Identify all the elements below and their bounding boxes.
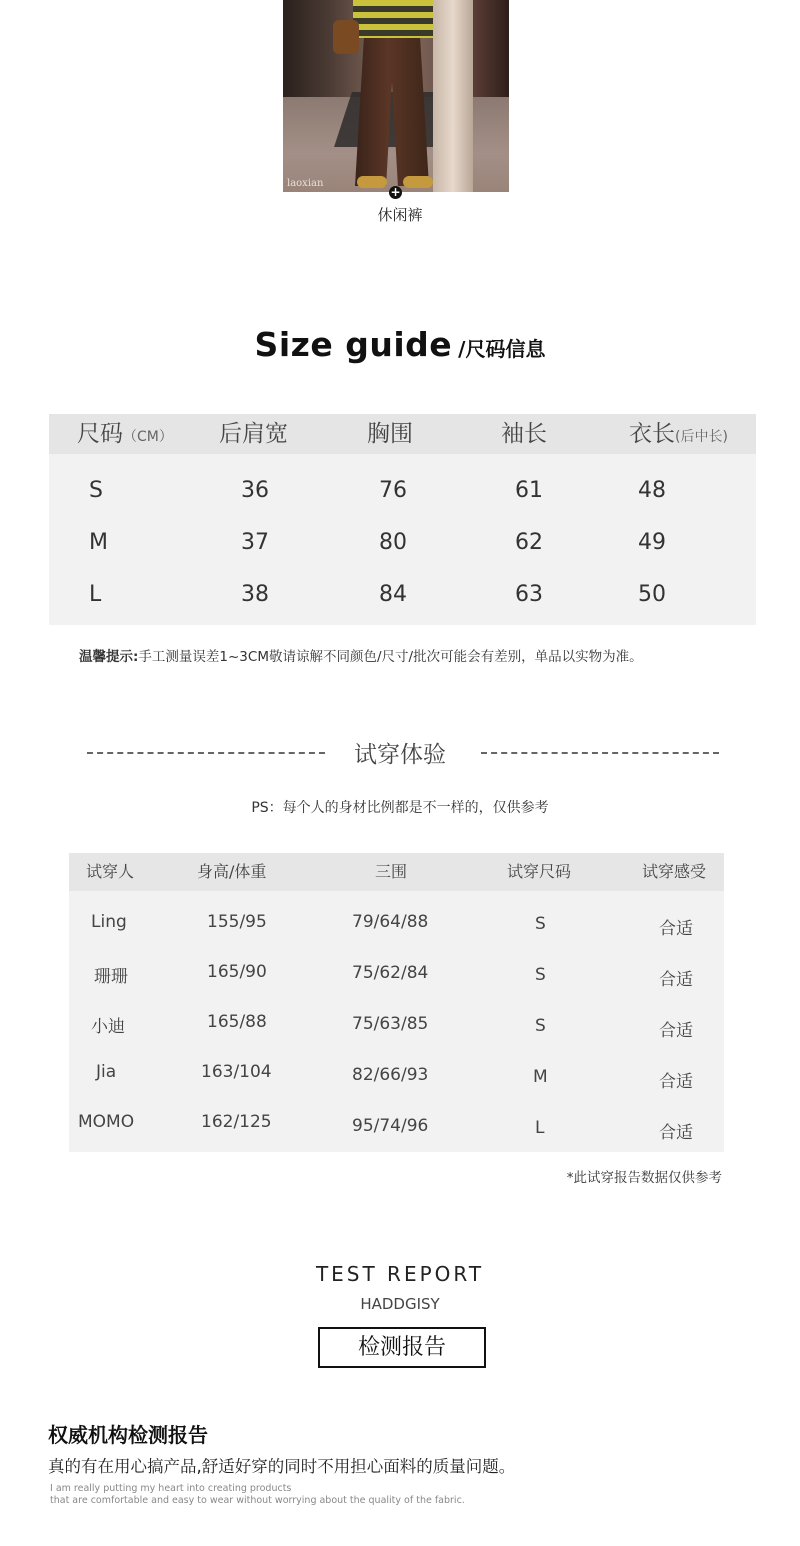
tryon-header-person: 试穿人 bbox=[86, 862, 135, 881]
size-cell: 80 bbox=[379, 530, 407, 555]
tryon-header-size: 试穿尺码 bbox=[507, 862, 572, 881]
tryon-cell: 163/104 bbox=[201, 1062, 272, 1082]
tryon-cell: 合适 bbox=[659, 1072, 693, 1092]
photo-shoe-right bbox=[403, 176, 433, 188]
size-cell: 50 bbox=[638, 582, 666, 607]
tryon-cell: L bbox=[535, 1118, 545, 1138]
tryon-cell: 珊珊 bbox=[94, 967, 128, 987]
size-cell: 36 bbox=[241, 478, 269, 503]
size-header-shoulder: 后肩宽 bbox=[219, 421, 288, 447]
size-cell: 84 bbox=[379, 582, 407, 607]
authority-report-title: 权威机构检测报告 bbox=[48, 1423, 208, 1447]
photo-shoe-left bbox=[357, 176, 387, 188]
tryon-cell: 165/88 bbox=[207, 1012, 267, 1032]
tryon-cell: 155/95 bbox=[207, 912, 267, 932]
tryon-cell: 合适 bbox=[659, 1123, 693, 1143]
tryon-cell: MOMO bbox=[78, 1112, 135, 1132]
size-cell: 63 bbox=[515, 582, 543, 607]
tryon-header-measurements: 三围 bbox=[375, 862, 408, 881]
size-header-size: 尺码（CM） bbox=[77, 421, 173, 447]
photo-caption: 休闲裤 bbox=[377, 206, 423, 224]
size-cell: 61 bbox=[515, 478, 543, 503]
photo-striped-sweater bbox=[353, 0, 433, 38]
tryon-cell: Jia bbox=[96, 1062, 117, 1082]
tryon-cell: 162/125 bbox=[201, 1112, 272, 1132]
tryon-cell: 合适 bbox=[659, 1021, 693, 1041]
tryon-table-header bbox=[69, 853, 724, 891]
size-tip-label: 温馨提示: bbox=[79, 649, 139, 665]
size-guide-title-en: Size guide bbox=[254, 325, 453, 364]
size-cell: 38 bbox=[241, 582, 269, 607]
size-cell: M bbox=[89, 530, 108, 555]
report-brand: HADDGISY bbox=[360, 1295, 440, 1313]
tryon-cell: 合适 bbox=[659, 919, 693, 939]
tryon-cell: 合适 bbox=[659, 970, 693, 990]
authority-report-en-line-2: that are comfortable and easy to wear without worrying about the quality of the fabric. bbox=[50, 1495, 465, 1506]
tryon-header-feeling: 试穿感受 bbox=[642, 862, 707, 881]
tryon-cell: M bbox=[533, 1067, 548, 1087]
size-guide-title bbox=[0, 325, 800, 364]
size-cell: 37 bbox=[241, 530, 269, 555]
report-title: TEST REPORT bbox=[315, 1262, 485, 1286]
size-cell: L bbox=[89, 582, 102, 607]
tryon-cell: 82/66/93 bbox=[352, 1065, 429, 1085]
tryon-note: PS：每个人的身材比例都是不一样的，仅供参考 bbox=[251, 800, 549, 816]
size-cell: 48 bbox=[638, 478, 666, 503]
tryon-divider-right bbox=[481, 752, 719, 754]
tryon-title: 试穿体验 bbox=[354, 742, 446, 768]
tryon-cell: 75/62/84 bbox=[352, 963, 429, 983]
size-tip-text: 手工测量误差1~3CM敬请谅解不同颜色/尺寸/批次可能会有差别，单品以实物为准。 bbox=[138, 649, 643, 665]
size-header-length: 衣长(后中长) bbox=[629, 421, 728, 447]
tryon-cell: S bbox=[535, 914, 546, 934]
plus-icon: + bbox=[390, 185, 401, 199]
size-table bbox=[49, 414, 756, 625]
tryon-cell: 165/90 bbox=[207, 962, 267, 982]
size-cell: 62 bbox=[515, 530, 543, 555]
tryon-cell: 79/64/88 bbox=[352, 912, 429, 932]
tryon-cell: 75/63/85 bbox=[352, 1014, 429, 1034]
tryon-cell: Ling bbox=[91, 912, 127, 932]
size-header-sleeve: 袖长 bbox=[501, 421, 547, 447]
tryon-table bbox=[69, 853, 724, 1152]
product-photo bbox=[283, 0, 509, 192]
test-report-button[interactable]: 检测报告 bbox=[318, 1327, 486, 1368]
authority-report-en-line-1: I am really putting my heart into creating products bbox=[50, 1483, 292, 1494]
size-table-header bbox=[49, 414, 756, 454]
authority-report-description: 真的有在用心搞产品,舒适好穿的同时不用担心面料的质量问题。 bbox=[48, 1457, 516, 1476]
tryon-cell: S bbox=[535, 965, 546, 985]
size-cell: S bbox=[89, 478, 103, 503]
tryon-cell: 95/74/96 bbox=[352, 1116, 429, 1136]
photo-watermark: laoxian bbox=[287, 178, 324, 189]
size-cell: 76 bbox=[379, 478, 407, 503]
size-header-chest: 胸围 bbox=[367, 421, 413, 447]
photo-pillar bbox=[433, 0, 473, 192]
size-tip bbox=[79, 645, 643, 665]
photo-bag bbox=[333, 20, 359, 54]
tryon-header-height-weight: 身高/体重 bbox=[197, 862, 267, 881]
tryon-footnote: *此试穿报告数据仅供参考 bbox=[566, 1170, 722, 1186]
tryon-cell: 小迪 bbox=[91, 1017, 125, 1037]
size-cell: 49 bbox=[638, 530, 666, 555]
size-guide-title-cn: /尺码信息 bbox=[458, 337, 546, 361]
tryon-cell: S bbox=[535, 1016, 546, 1036]
